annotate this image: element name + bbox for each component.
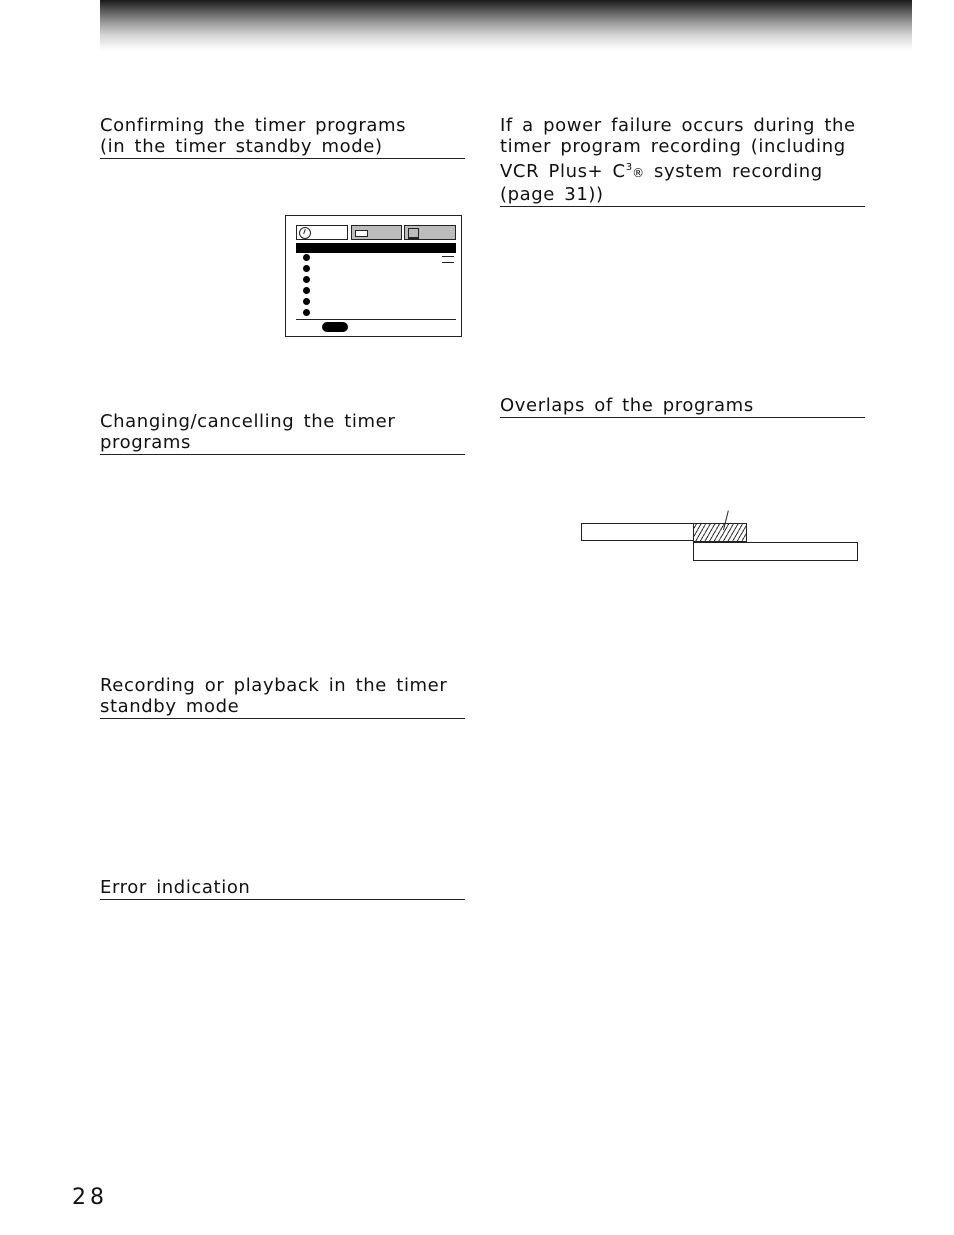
- header-gradient-band: [100, 0, 912, 50]
- osd-tab-timer: [296, 225, 348, 240]
- heading-line: If a power failure occurs during the: [500, 115, 856, 136]
- tv-icon: [408, 228, 419, 239]
- heading-power-failure: [500, 115, 865, 207]
- heading-line: timer program recording (including: [500, 136, 846, 157]
- osd-dash: [442, 262, 454, 263]
- heading-recording-playback: [100, 675, 465, 719]
- timer-program-osd-screen: [285, 215, 462, 337]
- heading-text: system recording: [644, 161, 823, 182]
- cassette-icon: [355, 230, 368, 237]
- heading-line: Error indication: [100, 877, 251, 898]
- heading-line: (in the timer standby mode): [100, 136, 383, 157]
- overlap-hatched-region: [693, 523, 747, 542]
- program-bar-second: [693, 542, 858, 561]
- osd-tab-vcr: [351, 225, 402, 240]
- osd-tab-tv: [404, 225, 456, 240]
- registered-mark: ®: [632, 166, 645, 180]
- heading-error-indication: [100, 877, 465, 900]
- osd-divider: [296, 319, 456, 320]
- heading-line: (page 31)): [500, 184, 604, 205]
- osd-highlight-bar: [296, 243, 456, 253]
- heading-line: [500, 157, 865, 184]
- heading-changing-cancelling: [100, 411, 465, 455]
- heading-line: Recording or playback in the timer: [100, 675, 448, 696]
- heading-line: programs: [100, 432, 192, 453]
- osd-dash: [442, 256, 454, 257]
- heading-line: standby mode: [100, 696, 240, 717]
- superscript: 3: [625, 162, 633, 173]
- osd-list-dot: [303, 309, 310, 316]
- osd-button-pill: [322, 322, 348, 332]
- clock-icon: [299, 227, 311, 239]
- heading-confirming-timer-programs: [100, 115, 465, 159]
- osd-list-dot: [303, 287, 310, 294]
- osd-list-dot: [303, 276, 310, 283]
- heading-line: Changing/cancelling the timer: [100, 411, 396, 432]
- osd-list-dot: [303, 298, 310, 305]
- heading-overlaps: [500, 395, 865, 418]
- osd-list-dot: [303, 254, 310, 261]
- program-overlap-diagram: [575, 505, 865, 567]
- page-number: 28: [72, 1185, 108, 1210]
- heading-text: VCR Plus+ C: [500, 161, 626, 182]
- heading-line: Confirming the timer programs: [100, 115, 407, 136]
- heading-line: Overlaps of the programs: [500, 395, 754, 416]
- osd-list-dot: [303, 265, 310, 272]
